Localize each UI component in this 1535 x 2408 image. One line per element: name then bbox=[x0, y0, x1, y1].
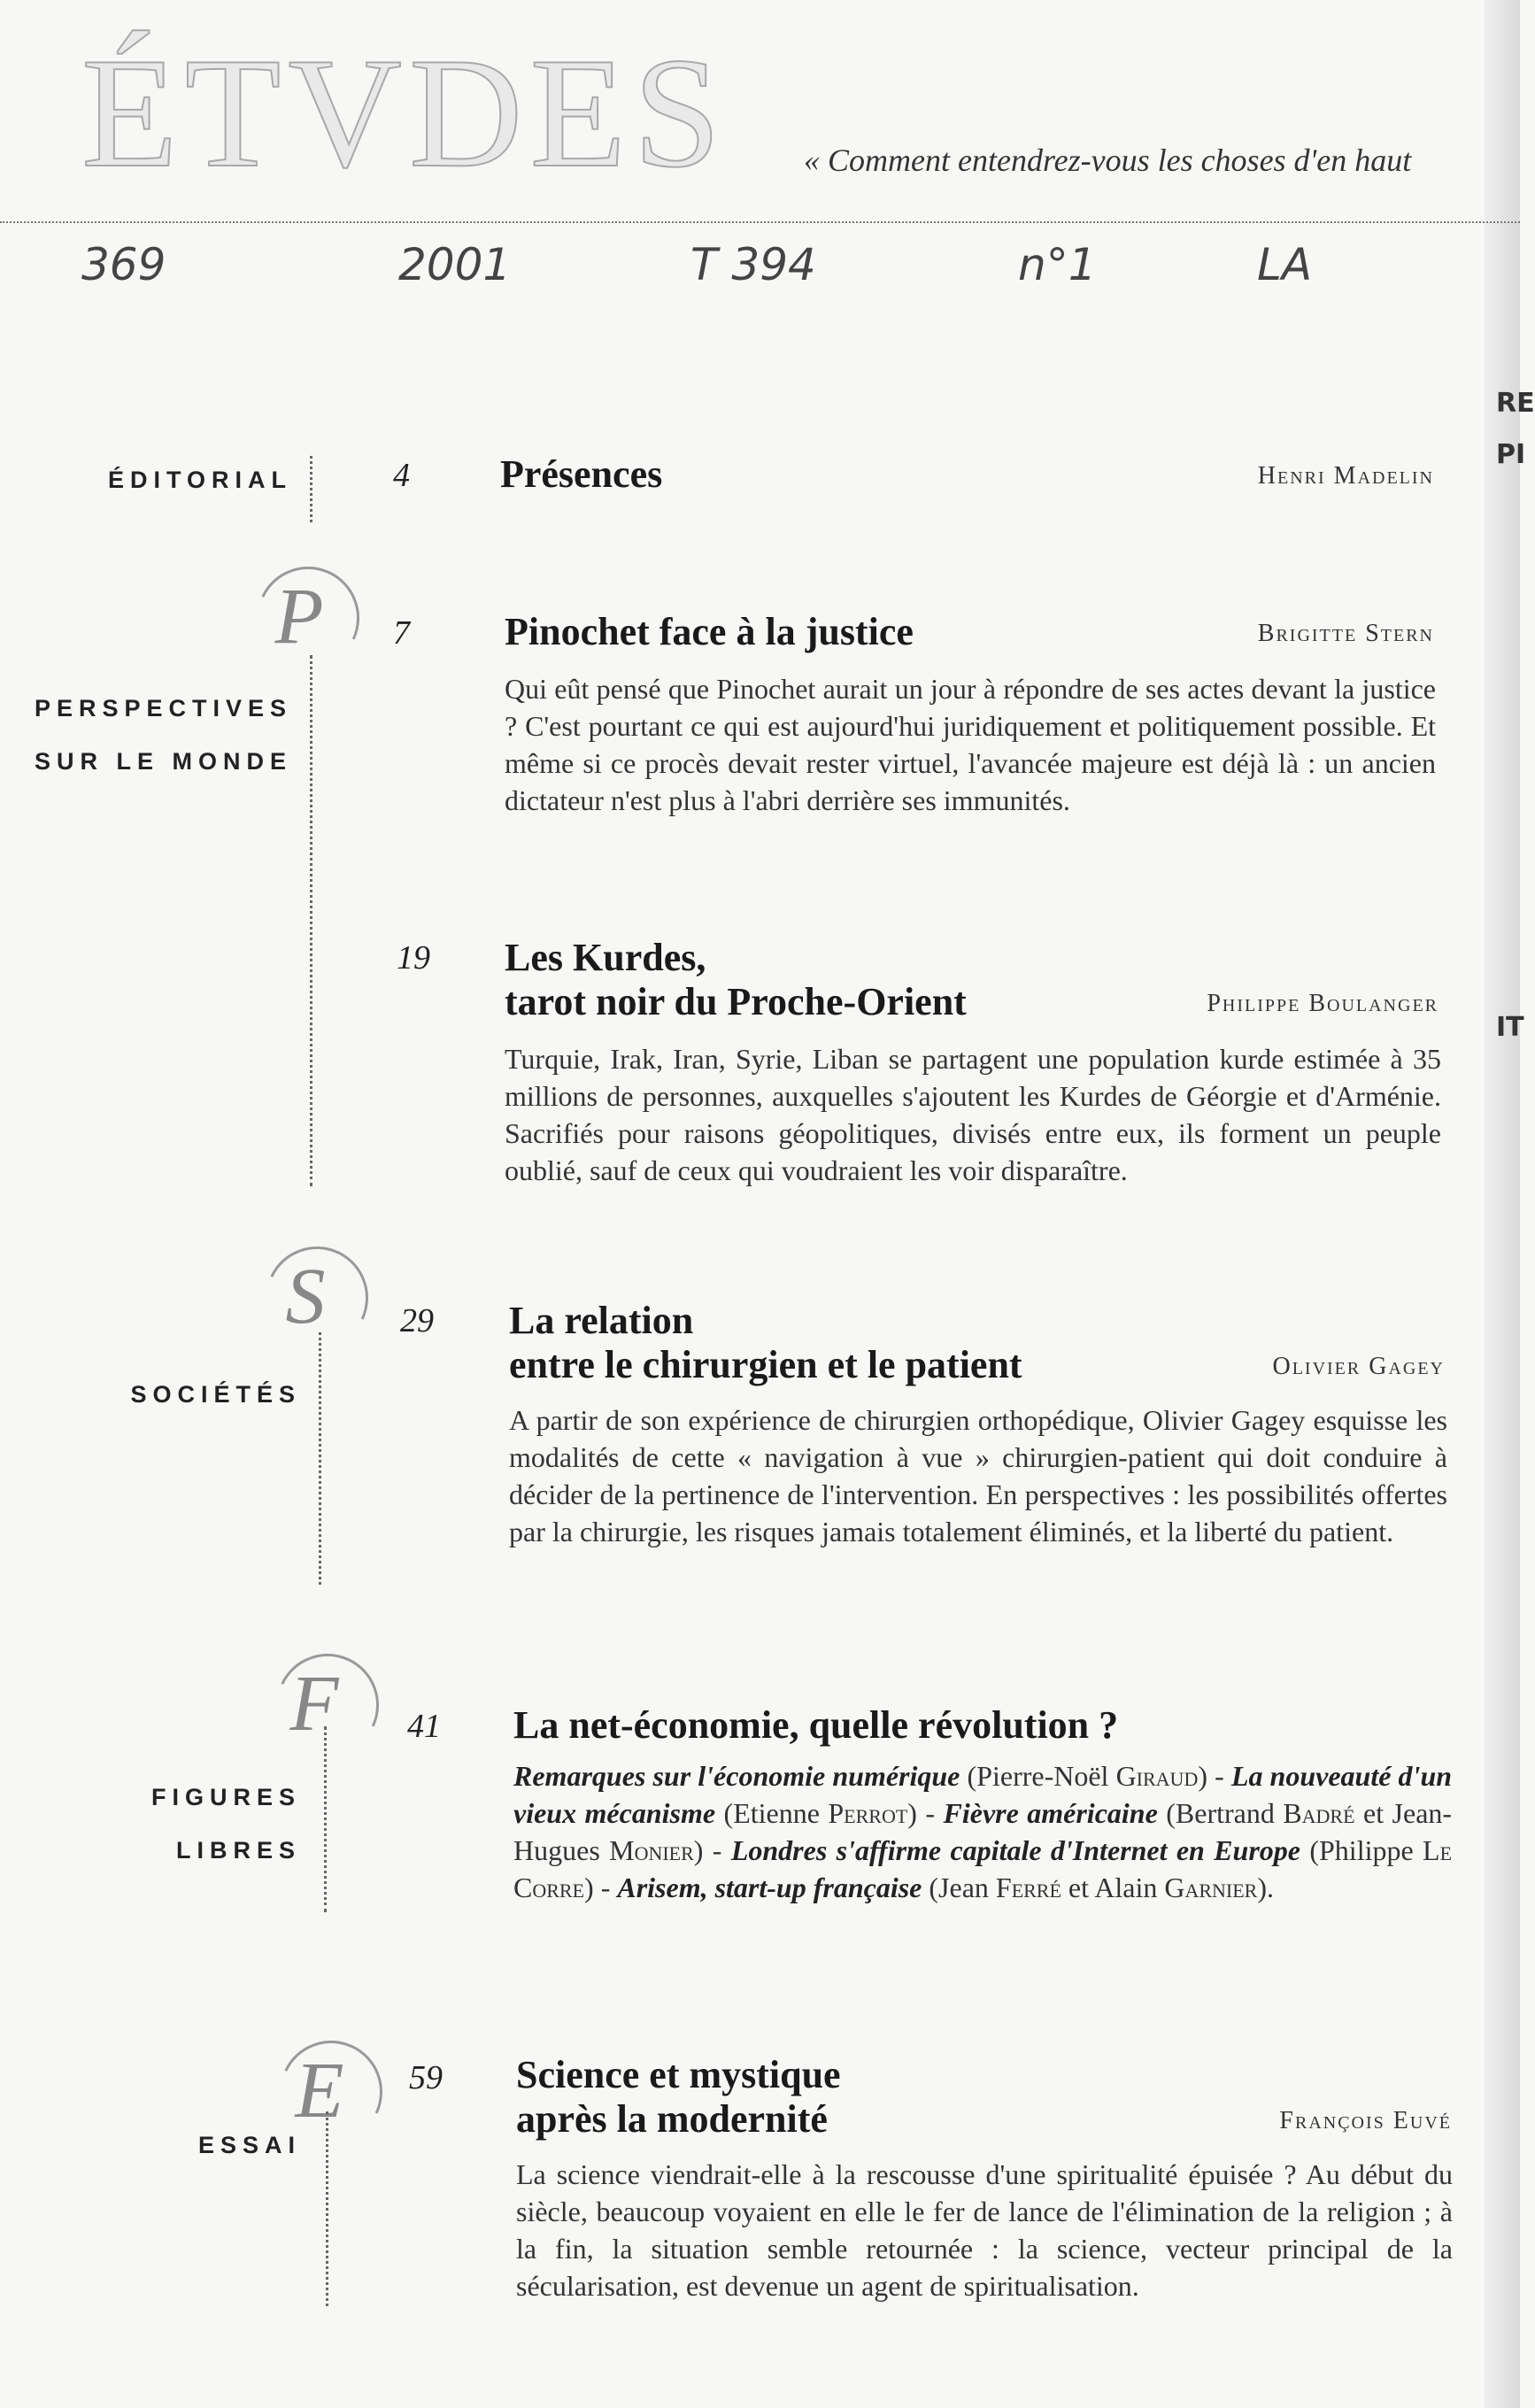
masthead: ÉTVDES bbox=[81, 25, 729, 200]
list-item: La nouveauté d'un vieux mécanisme (Etienne Perrot) bbox=[513, 1760, 1453, 1829]
list-item: Arisem, start-up française (Jean Ferré et Alain Garnier). bbox=[617, 1872, 1274, 1903]
edge-fragment: PI bbox=[1496, 439, 1526, 470]
edge-fragment: RE bbox=[1496, 388, 1535, 419]
page-number: 41 bbox=[407, 1708, 441, 1745]
section-divider bbox=[310, 456, 312, 522]
article-author: François Euvé bbox=[1279, 2107, 1452, 2134]
section-letter-p: P bbox=[274, 573, 324, 660]
section-label-figures-libres: FIGURES LIBRES bbox=[150, 1784, 301, 1864]
page-number: 29 bbox=[400, 1302, 434, 1339]
section-label-essai: ESSAI bbox=[197, 2132, 301, 2158]
article-abstract: A partir de son expérience de chirurgien orthopédique, Olivier Gagey esquisse les modalités de cette « navigation à vue » chirurgien-patient qui doit conduire à décider de la pertinence de l'intervention. En perspectives : les possibilités offertes par la chirurgie, les risques jamais totalement éliminés, et la liberté du patient. bbox=[509, 1404, 1447, 1547]
edge-fragment: IT bbox=[1496, 1012, 1524, 1043]
section-divider bbox=[326, 2111, 328, 2306]
section-letter-e: E bbox=[295, 2047, 344, 2134]
handwritten-note: n°1 bbox=[1018, 239, 1097, 290]
page-number: 19 bbox=[397, 939, 430, 976]
handwritten-note: T 394 bbox=[690, 239, 816, 290]
list-item: Fièvre américaine (Bertrand Badré et Jean-Hugues Monier) bbox=[513, 1797, 1453, 1866]
handwritten-note: 2001 bbox=[398, 239, 512, 290]
article-author: Philippe Boulanger bbox=[1207, 990, 1439, 1017]
section-label-editorial: ÉDITORIAL bbox=[107, 467, 292, 493]
article-title[interactable]: Présences bbox=[500, 452, 663, 496]
page-number: 4 bbox=[393, 457, 410, 494]
section-label-perspectives-2: SUR LE MONDE bbox=[34, 748, 292, 775]
article-author: Henri Madelin bbox=[1257, 462, 1434, 490]
handwritten-note: LA bbox=[1257, 239, 1313, 290]
article-author: Olivier Gagey bbox=[1272, 1353, 1445, 1380]
article-abstract: La science viendrait-elle à la rescousse d'une spiritualité épuisée ? Au début du siècle, beaucoup voyaient en elle le fer de lance de l'élimination de la religion ; à la fin, la situation semble retournée : la science, vecteur principal de la sécularisation, est devenue un agent de spiritualisation. bbox=[516, 2158, 1453, 2302]
article-title[interactable]: Les Kurdes, bbox=[505, 936, 706, 979]
epigraph: « Comment entendrez-vous les choses d'en haut bbox=[804, 143, 1412, 178]
page-number: 59 bbox=[409, 2059, 443, 2096]
section-letter-s: S bbox=[285, 1253, 326, 1340]
article-title-line2[interactable]: après la modernité bbox=[516, 2097, 828, 2141]
list-item: Londres s'affirme capitale d'Internet en Europe (Philippe Le Corre) bbox=[513, 1834, 1453, 1903]
section-label-societes: SOCIÉTÉS bbox=[130, 1381, 301, 1408]
article-title-line2[interactable]: entre le chirurgien et le patient bbox=[509, 1343, 1022, 1386]
article-author: Brigitte Stern bbox=[1257, 620, 1434, 647]
article-title[interactable]: Science et mystique bbox=[516, 2053, 841, 2096]
handwritten-note: 369 bbox=[81, 239, 166, 290]
section-divider bbox=[319, 1332, 321, 1585]
section-divider bbox=[310, 655, 312, 1186]
article-title-line2[interactable]: tarot noir du Proche-Orient bbox=[505, 980, 967, 1023]
article-title[interactable]: Pinochet face à la justice bbox=[505, 610, 914, 653]
page-edge bbox=[1485, 0, 1520, 2408]
page-number: 7 bbox=[393, 614, 410, 652]
section-label-perspectives: PERSPECTIVES bbox=[34, 695, 292, 722]
article-title[interactable]: La net-économie, quelle révolution ? bbox=[513, 1703, 1119, 1747]
article-abstract: Qui eût pensé que Pinochet aurait un jour à répondre de ses actes devant la justice ? C'est pourtant ce qui est aujourd'hui juridiquement et politiquement possible. Et même si ce procès devait rester virtuel, l'avancée majeure est déjà là : un ancien dictateur n'est plus à l'abri derrière ses immunités. bbox=[505, 673, 1436, 816]
section-divider bbox=[324, 1726, 327, 1912]
article-item-list: Remarques sur l'économie numérique (Pierre-Noël Giraud) - La nouveauté d'un vieux mécanisme (Etienne Perrot) - Fièvre américaine (Bertrand Badré et Jean-Hugues Monier) - Londres s'affirme capitale d'Internet en Europe (Philippe Le Corre) - Arisem, start-up française (Jean Ferré et Alain Garnier). bbox=[513, 1760, 1453, 1903]
header-rule bbox=[0, 221, 1520, 223]
article-title[interactable]: La relation bbox=[509, 1299, 694, 1342]
list-item: Remarques sur l'économie numérique (Pierre-Noël Giraud) bbox=[513, 1760, 1207, 1792]
article-abstract: Turquie, Irak, Iran, Syrie, Liban se partagent une population kurde estimée à 35 millions de personnes, auxquelles s'ajoutent les Kurdes de Géorgie et d'Arménie. Sacrifiés pour raisons géopolitiques, divisés entre eux, ils forment un peuple oublié, sauf de ceux qui voudraient les voir disparaître. bbox=[505, 1043, 1441, 1186]
section-letter-f: F bbox=[289, 1660, 339, 1748]
